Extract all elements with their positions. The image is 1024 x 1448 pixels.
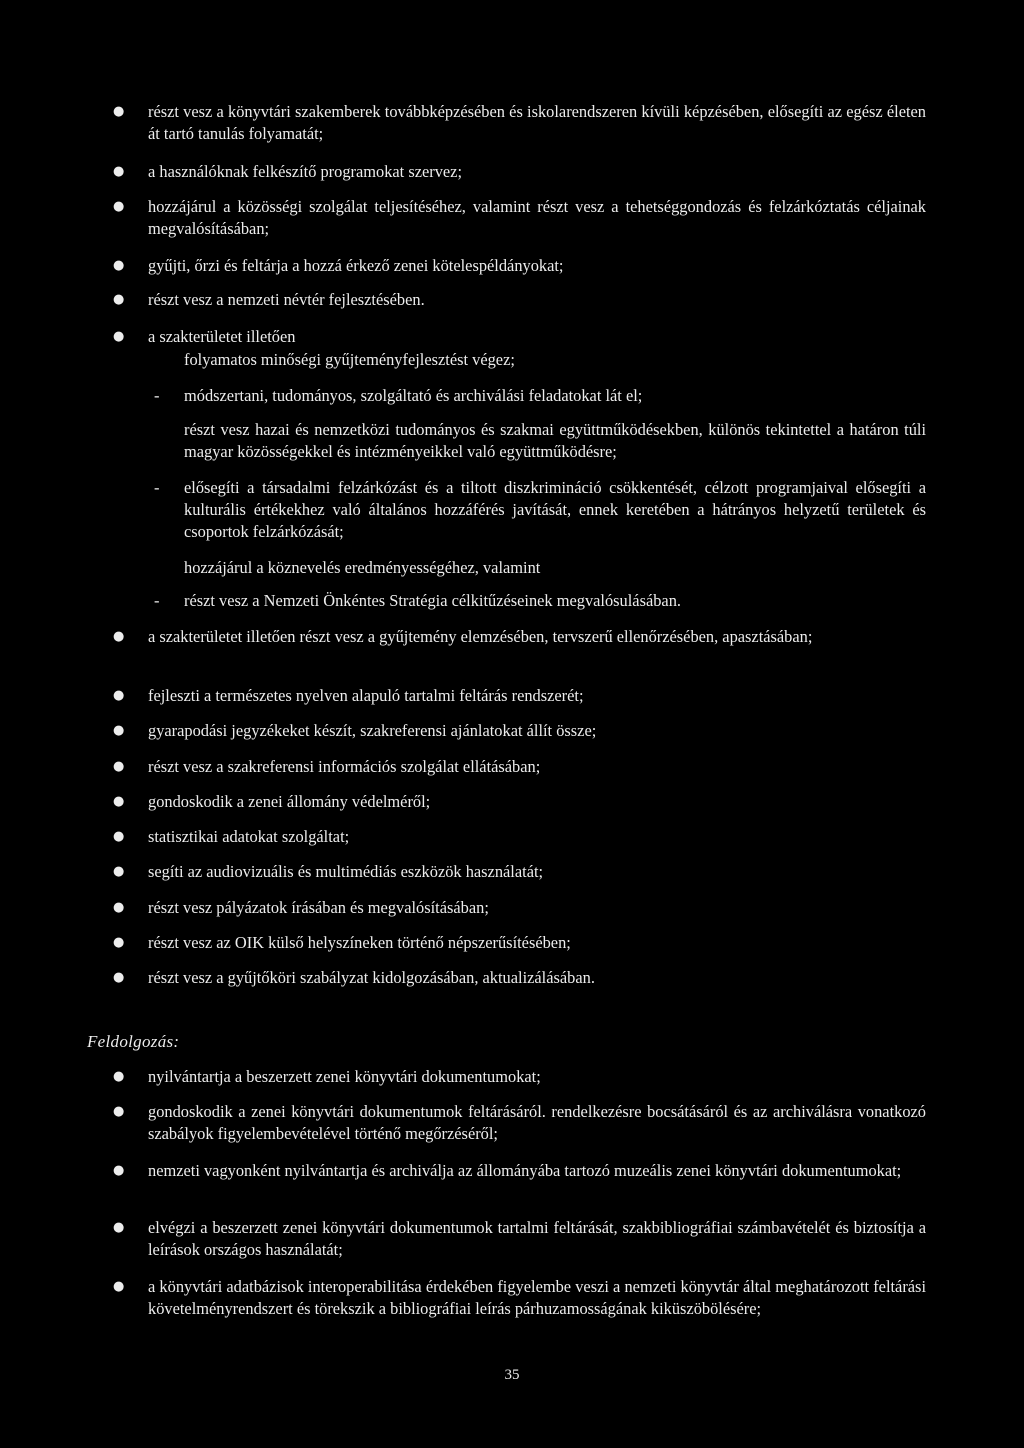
sub-item-text: folyamatos minőségi gyűjteményfejlesztést végez;: [184, 350, 515, 369]
list-item-text: a könyvtári adatbázisok interoperabilitása érdekében figyelembe veszi a nemzeti könyvtár által meghatározott feltárási követelményrendszert és törekszik a bibliográfiai leírás párhuzamosságának kiküszöbölésére;: [148, 1277, 926, 1318]
dash-marker: -: [154, 478, 160, 497]
bullet-icon: ●: [113, 829, 125, 844]
bullet-icon: ●: [113, 864, 125, 879]
list-item: [113, 791, 926, 813]
list-item: [113, 826, 926, 848]
sub-item-text: részt vesz hazai és nemzetközi tudományos és szakmai együttműködésekben, különös tekintettel a határon túli magyar közösségekkel és intézményeikkel való együttműködésre;: [184, 420, 926, 461]
list-item-text: gondoskodik a zenei állomány védelméről;: [148, 792, 431, 811]
bullet-icon: ●: [113, 104, 125, 119]
list-item: [113, 1066, 926, 1088]
list-item-text: statisztikai adatokat szolgáltat;: [148, 827, 350, 846]
sub-item: [154, 385, 926, 407]
list-item-text: részt vesz a gyűjtőköri szabályzat kidolgozásában, aktualizálásában.: [148, 968, 595, 987]
page-number: 35: [504, 1367, 520, 1383]
sub-item: [154, 590, 926, 612]
list-item-text: részt vesz az OIK külső helyszíneken történő népszerűsítésében;: [148, 933, 571, 952]
list-item-text: gyűjti, őrzi és feltárja a hozzá érkező zenei kötelespéldányokat;: [148, 256, 564, 275]
list-item: [113, 196, 926, 240]
dash-marker: -: [154, 386, 160, 405]
bullet-icon: ●: [113, 629, 125, 644]
list-item-text: részt vesz pályázatok írásában és megvalósításában;: [148, 898, 489, 917]
sub-item: [154, 477, 926, 543]
sub-item: [184, 349, 926, 371]
list-item: [113, 289, 926, 311]
sub-item-text: hozzájárul a köznevelés eredményességéhez, valamint: [184, 558, 541, 577]
bullet-icon: ●: [113, 1104, 125, 1119]
list-item-text: elvégzi a beszerzett zenei könyvtári dokumentumok tartalmi feltárását, szakbibliográfiai számbavételét és biztosítja a leírások országos használatát;: [148, 1218, 926, 1259]
list-item-text: részt vesz a nemzeti névtér fejlesztésében.: [148, 290, 425, 309]
sub-item: [184, 557, 926, 579]
list-item: [113, 685, 926, 707]
bullet-icon: ●: [113, 759, 125, 774]
list-item-text: fejleszti a természetes nyelven alapuló tartalmi feltárás rendszerét;: [148, 686, 584, 705]
bullet-icon: ●: [113, 723, 125, 738]
list-item-text: a használóknak felkészítő programokat szervez;: [148, 162, 463, 181]
sub-item-text: módszertani, tudományos, szolgáltató és archiválási feladatokat lát el;: [184, 386, 643, 405]
list-item: [113, 255, 926, 277]
bullet-icon: ●: [113, 1069, 125, 1084]
bullet-icon: ●: [113, 900, 125, 915]
list-item-text: segíti az audiovizuális és multimédiás eszközök használatát;: [148, 862, 544, 881]
bullet-icon: ●: [113, 935, 125, 950]
list-item: [113, 897, 926, 919]
list-item-text: nyilvántartja a beszerzett zenei könyvtári dokumentumokat;: [148, 1067, 541, 1086]
list-item: [113, 1276, 926, 1320]
bullet-icon: ●: [113, 329, 125, 344]
bullet-icon: ●: [113, 794, 125, 809]
sub-item-text: elősegíti a társadalmi felzárkózást és a tiltott diszkrimináció csökkentését, célzott programjaival elősegíti a kulturális értékekhez való általános hozzáférés javítását, ennek keretében a hátrányos helyzetű területek és csoportok felzárkózását;: [184, 478, 926, 541]
bullet-icon: ●: [113, 199, 125, 214]
list-item-text: gyarapodási jegyzékeket készít, szakreferensi ajánlatokat állít össze;: [148, 721, 597, 740]
list-item: [113, 161, 926, 183]
list-item: [113, 861, 926, 883]
bullet-icon: ●: [113, 1220, 125, 1235]
list-item-text: a szakterületet illetően részt vesz a gyűjtemény elemzésében, tervszerű ellenőrzésében, apasztásában;: [148, 627, 813, 646]
bullet-icon: ●: [113, 1279, 125, 1294]
list-item: [113, 1217, 926, 1261]
bullet-icon: ●: [113, 688, 125, 703]
list-item: [113, 1160, 926, 1182]
list-item-text: részt vesz a könyvtári szakemberek továbbképzésében és iskolarendszeren kívüli képzésében, elősegíti az egész életen át tartó tanulás folyamatát;: [148, 102, 926, 143]
list-item: [113, 756, 926, 778]
list-item: [113, 1101, 926, 1145]
list-item-text: gondoskodik a zenei könyvtári dokumentumok feltárásáról. rendelkezésre bocsátásáról és az archiválásra vonatkozó szabályok figyelembevételével történő megőrzéséről;: [148, 1102, 926, 1143]
bullet-icon: ●: [113, 970, 125, 985]
section-heading: Feldolgozás:: [87, 1032, 180, 1051]
list-item: [113, 326, 926, 348]
list-item: [113, 101, 926, 145]
list-item: [113, 626, 926, 648]
dash-marker: -: [154, 591, 160, 610]
sub-item-text: részt vesz a Nemzeti Önkéntes Stratégia célkitűzéseinek megvalósulásában.: [184, 591, 681, 610]
bullet-icon: ●: [113, 258, 125, 273]
list-item-text: nemzeti vagyonként nyilvántartja és archiválja az állományába tartozó muzeális zenei könyvtári dokumentumokat;: [148, 1161, 902, 1180]
list-item-text: hozzájárul a közösségi szolgálat teljesítéséhez, valamint részt vesz a tehetséggondozás és felzárkóztatás céljainak megvalósításában;: [148, 197, 926, 238]
bullet-icon: ●: [113, 164, 125, 179]
bullet-icon: ●: [113, 292, 125, 307]
sub-item: [184, 419, 926, 463]
list-item: [113, 932, 926, 954]
list-item-text: a szakterületet illetően: [148, 327, 296, 346]
list-item-text: részt vesz a szakreferensi információs szolgálat ellátásában;: [148, 757, 541, 776]
list-item: [113, 720, 926, 742]
bullet-icon: ●: [113, 1163, 125, 1178]
list-item: [113, 967, 926, 989]
